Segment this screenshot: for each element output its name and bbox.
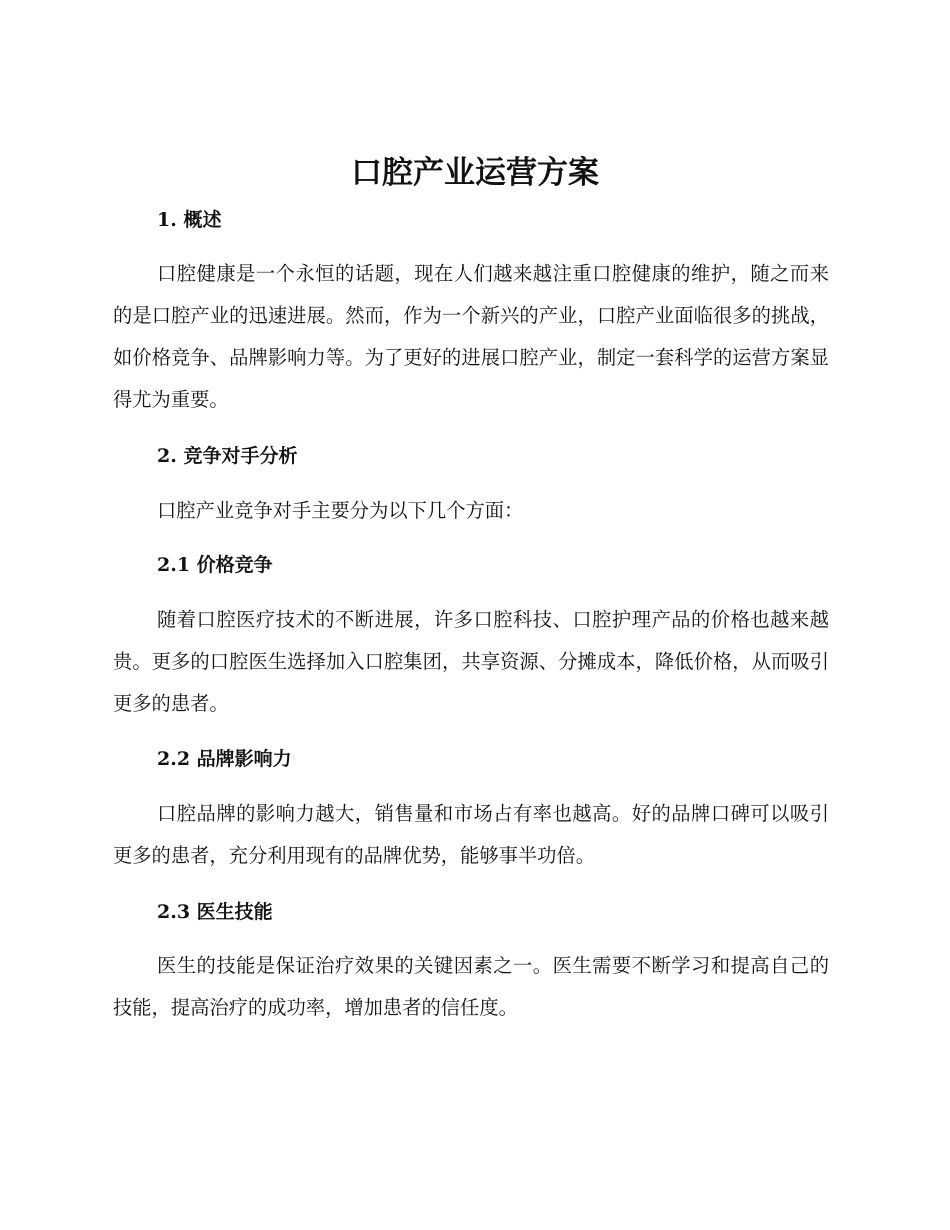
section-heading-overview: 1. 概述 bbox=[157, 209, 222, 231]
document-title: 口腔产业运营方案 bbox=[351, 155, 599, 191]
section-paragraph-price-competition: 随着口腔医疗技术的不断进展，许多口腔科技、口腔护理产品的价格也越来越贵。更多的口腔医生选择加入口腔集团，共享资源、分摊成本，降低价格，从而吸引更多的患者。 bbox=[113, 608, 829, 715]
section-paragraph-doctor-skills: 医生的技能是保证治疗效果的关键因素之一。医生需要不断学习和提高自己的技能，提高治疗的成功率，增加患者的信任度。 bbox=[113, 954, 829, 1019]
section-paragraph-overview: 口腔健康是一个永恒的话题，现在人们越来越注重口腔健康的维护，随之而来的是口腔产业的迅速进展。然而，作为一个新兴的产业，口腔产业面临很多的挑战，如价格竞争、品牌影响力等。为了更好的进展口腔产业，制定一套科学的运营方案显得尤为重要。 bbox=[113, 262, 829, 411]
section-heading-price-competition: 2.1 价格竞争 bbox=[157, 554, 273, 576]
section-heading-competitor-analysis: 2. 竞争对手分析 bbox=[157, 445, 298, 467]
section-heading-brand-influence: 2.2 品牌影响力 bbox=[157, 748, 292, 770]
section-paragraph-brand-influence: 口腔品牌的影响力越大，销售量和市场占有率也越高。好的品牌口碑可以吸引更多的患者，充分利用现有的品牌优势，能够事半功倍。 bbox=[113, 802, 829, 867]
section-paragraph-competitor-analysis: 口腔产业竞争对手主要分为以下几个方面： bbox=[157, 499, 524, 522]
section-heading-doctor-skills: 2.3 医生技能 bbox=[157, 901, 273, 923]
